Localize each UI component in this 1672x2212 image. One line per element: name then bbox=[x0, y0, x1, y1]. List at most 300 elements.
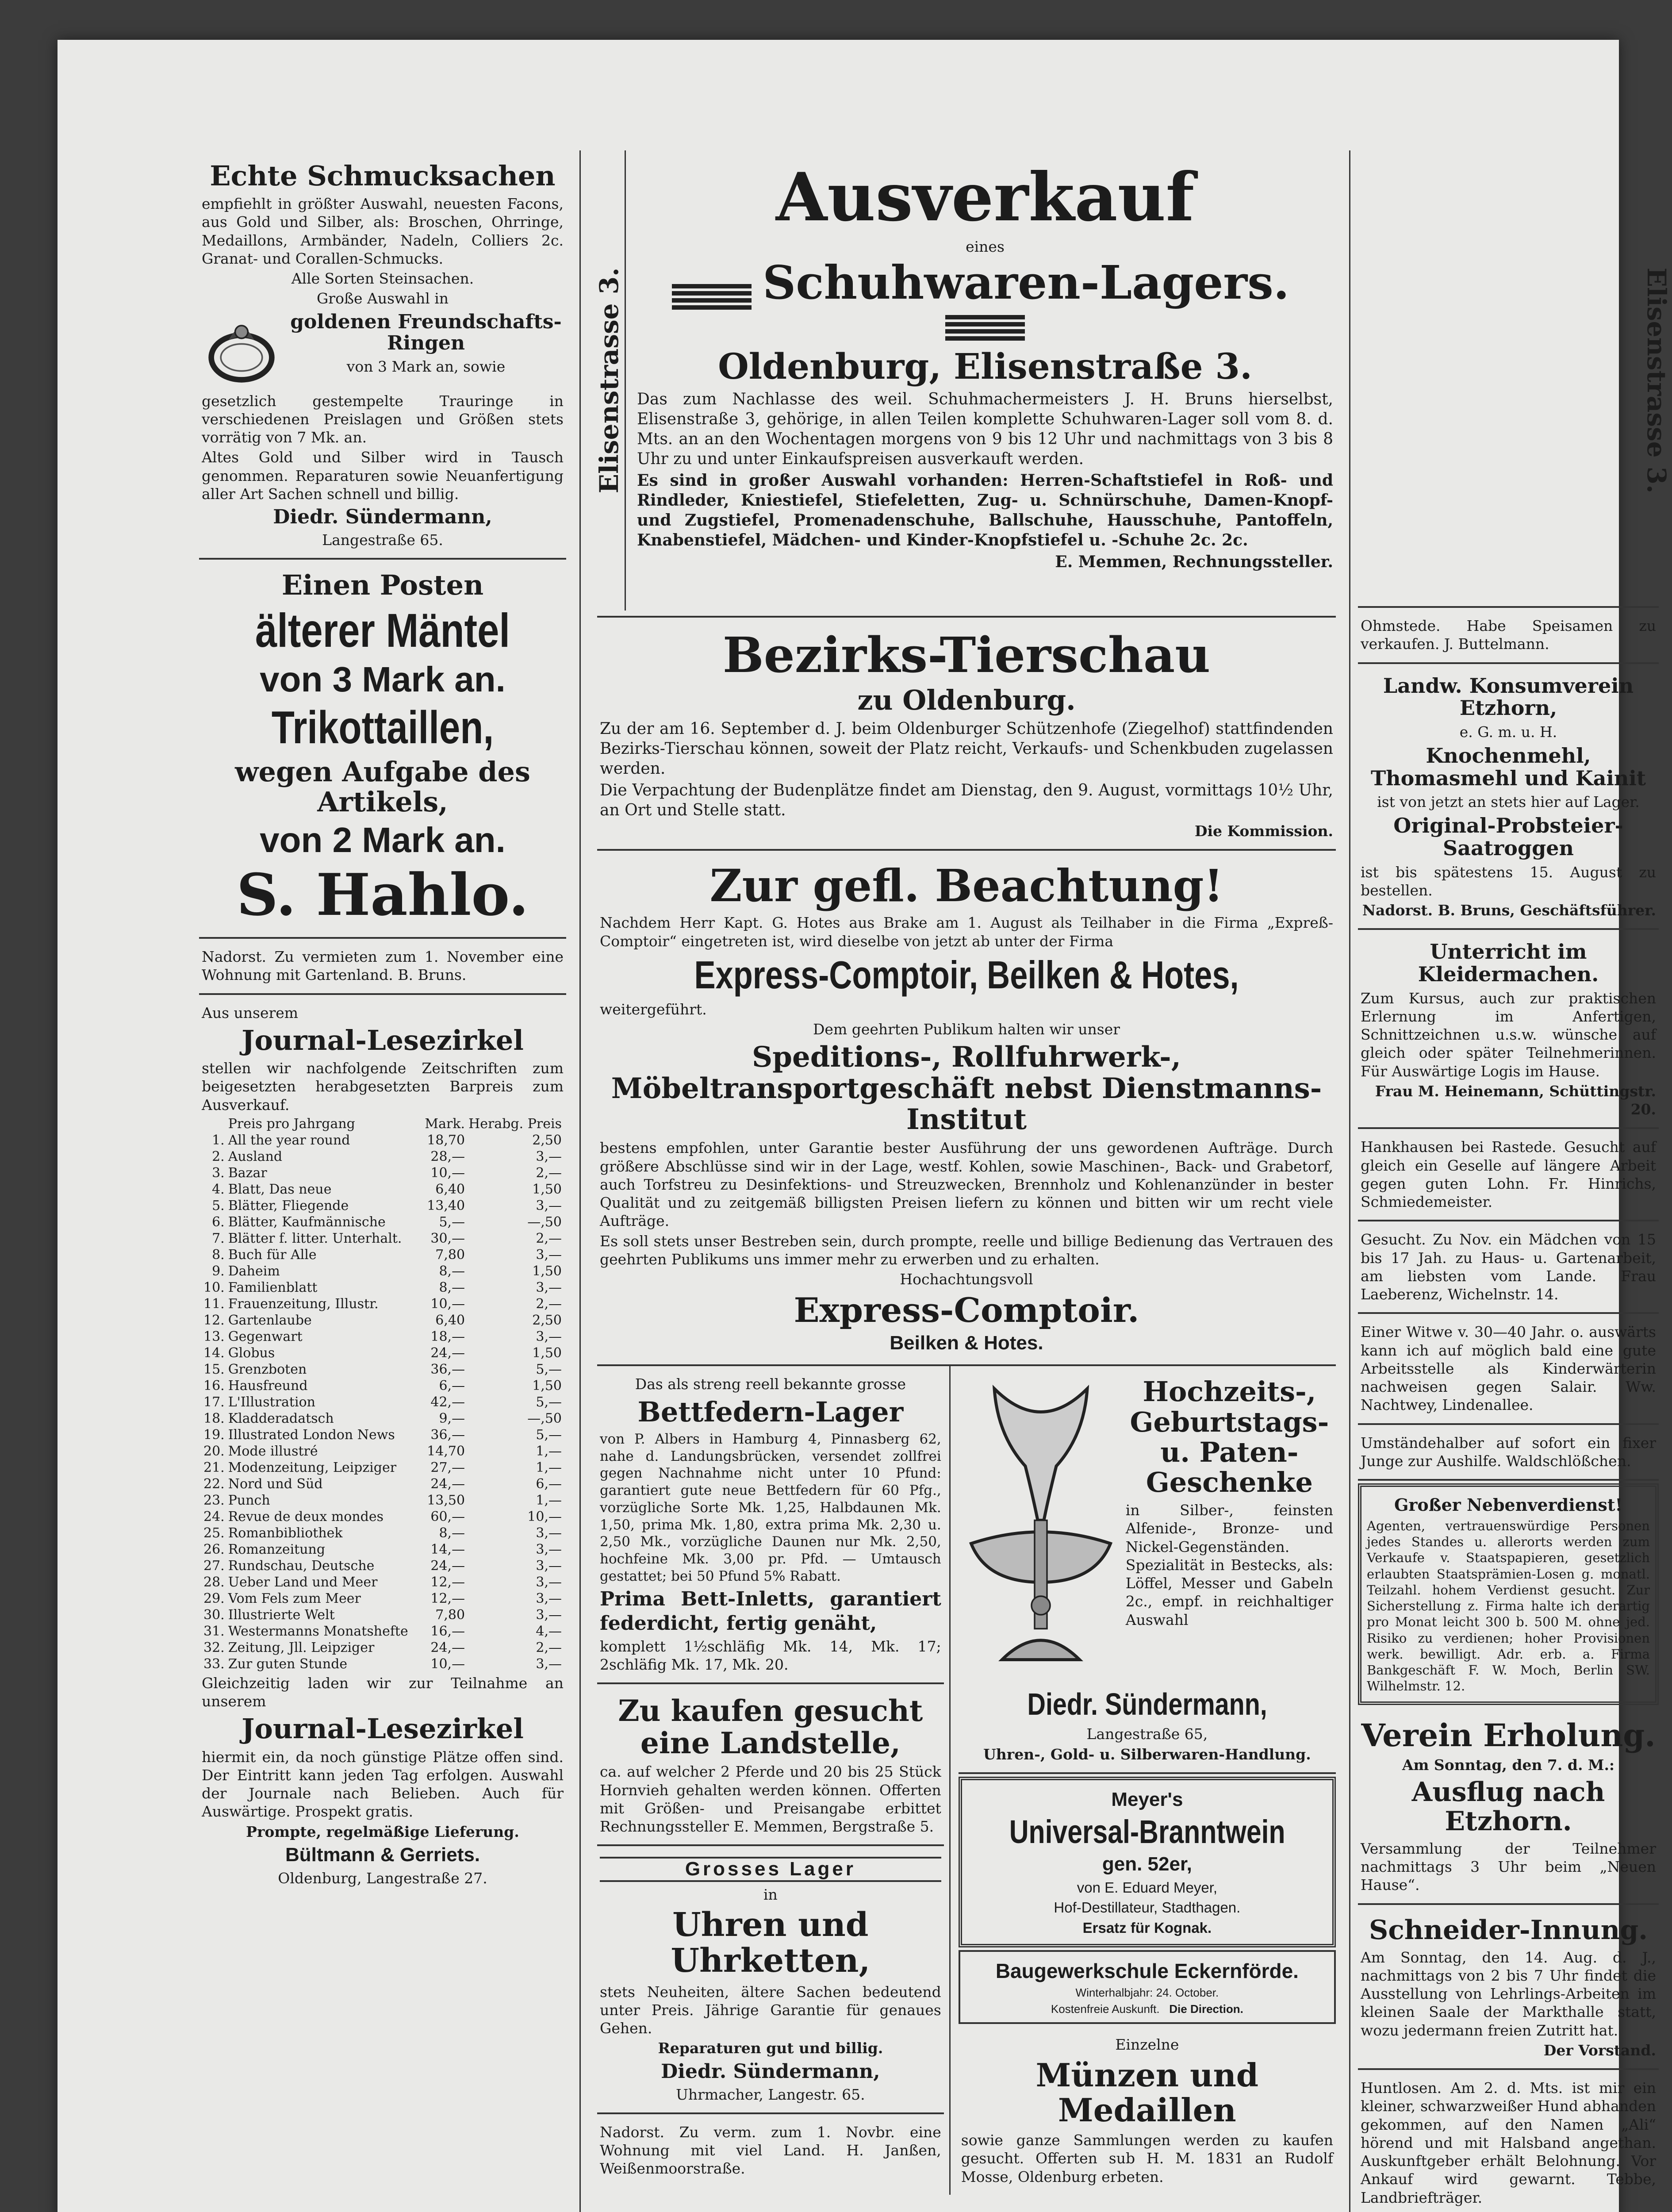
lower-right bbox=[959, 1366, 1336, 2194]
table-cell: 10,— bbox=[430, 1296, 465, 1312]
ad-title: Ausverkauf bbox=[775, 158, 1195, 236]
table-cell: 21. bbox=[203, 1459, 225, 1475]
table-cell: 2,— bbox=[536, 1296, 562, 1312]
column-divider bbox=[1349, 150, 1350, 2212]
table-cell: 36,— bbox=[430, 1361, 465, 1377]
ad-bettfedern bbox=[597, 1366, 944, 1684]
ad-subtitle: Speditions-, Rollfuhrwerk-, Möbeltransportgeschäft nebst Dienstmanns-Institut bbox=[611, 1041, 1322, 1137]
table-cell: 6. bbox=[212, 1214, 225, 1230]
table-cell: Vom Fels zum Meer bbox=[228, 1590, 361, 1606]
ad-muenzen bbox=[959, 2027, 1336, 2194]
ad-text: bestens empfohlen, unter Garantie bester Ausführung der uns gewordenen Aufträge. Durch größere Abschlüsse sind wir in der Lage, westf. Kohlen, sowie Maschinen-, Back- und Grabetorf, auch Torfstreu zu Desinfektions- und Streuzwecken, Brennholz und Kohlenanzünder in bester Qualität und zu zeitgemäß billigsten Preisen liefern zu können und bitten wir um recht viele Aufträge. bbox=[600, 1139, 1333, 1230]
lower-split bbox=[597, 1366, 1336, 2194]
table-cell: 7,80 bbox=[435, 1607, 465, 1623]
ring-icon bbox=[202, 310, 281, 389]
ad-title: Bezirks-Tierschau bbox=[722, 626, 1211, 684]
ad-title: Großer Nebenverdienst! bbox=[1394, 1495, 1623, 1515]
table-cell: 1,50 bbox=[532, 1181, 562, 1197]
right-column bbox=[1358, 150, 1672, 2212]
table-cell: 3,— bbox=[536, 1574, 562, 1590]
ad-signature: Diedr. Sündermann, bbox=[661, 2060, 880, 2083]
ad-text: wegen Aufgabe des Artikels, bbox=[235, 755, 530, 818]
table-row bbox=[202, 1443, 564, 1459]
ad-text: empfiehlt in größter Auswahl, neuesten Facons, aus Gold und Silber, als: Broschen, Ohrringe, Medaillons, Armbänder, Nadeln, Colliers 2c. Granat- und Corallen-Schmucks. bbox=[202, 195, 564, 267]
ad-signature: S. Hahlo. bbox=[236, 861, 529, 929]
ad-signature: Frau M. Heinemann, Schüttingstr. 20. bbox=[1375, 1082, 1656, 1118]
table-cell: Westermanns Monatshefte bbox=[228, 1623, 408, 1639]
table-cell: 42,— bbox=[430, 1394, 465, 1410]
ad-title: Verein Erholung. bbox=[1361, 1717, 1656, 1754]
table-cell: 6,40 bbox=[435, 1181, 465, 1197]
ad-title: Münzen und Medaillen bbox=[1035, 2056, 1259, 2129]
table-cell: 14. bbox=[203, 1345, 225, 1361]
table-cell: 6,— bbox=[536, 1476, 562, 1492]
table-cell: Gartenlaube bbox=[228, 1312, 312, 1328]
table-cell: 3,— bbox=[536, 1148, 562, 1164]
table-cell: 1,50 bbox=[532, 1378, 562, 1394]
table-row bbox=[202, 1541, 564, 1558]
ad-hund bbox=[1358, 2070, 1659, 2212]
ad-subtitle: Original-Probsteier-Saatroggen bbox=[1393, 814, 1623, 860]
ad-journal-lesezirkel bbox=[199, 995, 566, 1897]
ad-umstaende bbox=[1358, 1425, 1659, 1481]
table-cell: Modenzeitung, Leipziger bbox=[228, 1459, 397, 1475]
table-cell: 33. bbox=[203, 1656, 225, 1672]
table-cell: 1. bbox=[212, 1132, 225, 1148]
table-row bbox=[202, 1148, 564, 1165]
ad-title: Unterricht im Kleidermachen. bbox=[1418, 940, 1599, 986]
ad-firm: Express-Comptoir, Beilken & Hotes, bbox=[694, 952, 1239, 997]
ad-text: Hochachtungsvoll bbox=[900, 1271, 1033, 1288]
table-cell: 12,— bbox=[430, 1590, 465, 1606]
table-row bbox=[202, 1394, 564, 1410]
ad-subtitle-row bbox=[637, 257, 1333, 343]
ad-text: ist von jetzt an stets hier auf Lager. bbox=[1377, 793, 1640, 811]
ad-nadorst-janssen bbox=[597, 2114, 944, 2187]
table-row bbox=[202, 1345, 564, 1361]
table-cell: Familienblatt bbox=[228, 1279, 318, 1295]
ad-title: Zur gefl. Beachtung! bbox=[709, 860, 1223, 912]
table-cell: 3,— bbox=[536, 1329, 562, 1344]
ad-text: Zum Kursus, auch zur praktischen Erlernung im Anfertigen, Schnittzeichnen u.s.w. wünsche auf gleich oder später Teilnehmerinnen. Für Auswärtige Logis im Hause. bbox=[1361, 989, 1656, 1080]
table-row bbox=[202, 1312, 564, 1329]
table-cell: Gegenwart bbox=[228, 1329, 303, 1344]
ad-text: Nadorst. Zu vermieten zum 1. November eine Wohnung mit Gartenland. B. Bruns. bbox=[202, 948, 564, 984]
ad-signature: Diedr. Sündermann, bbox=[273, 506, 492, 529]
table-cell: 12. bbox=[203, 1312, 225, 1328]
table-cell: 3. bbox=[212, 1165, 225, 1181]
ad-text: Dem geehrten Publikum halten wir unser bbox=[813, 1020, 1120, 1038]
table-cell: 5. bbox=[212, 1198, 225, 1214]
table-cell: 4,— bbox=[536, 1623, 562, 1639]
table-cell: Daheim bbox=[228, 1263, 280, 1279]
ad-text: Reparaturen gut und billig. bbox=[658, 2039, 883, 2057]
ad-text: Umständehalber auf sofort ein fixer Junge zur Aushilfe. Waldschlößchen. bbox=[1361, 1434, 1656, 1470]
ad-text: stets Neuheiten, ältere Sachen bedeutend unter Preis. Jährige Garantie für genaues Gehen. bbox=[600, 1983, 941, 2037]
vase-icon bbox=[961, 1373, 1120, 1683]
table-cell: 3,— bbox=[536, 1279, 562, 1295]
ad-title: Trikottaillen, bbox=[271, 702, 494, 754]
table-cell: 24,— bbox=[430, 1558, 465, 1574]
table-cell: 13,40 bbox=[427, 1198, 465, 1214]
table-cell: 30,— bbox=[430, 1230, 465, 1246]
ad-beachtung bbox=[597, 851, 1336, 1366]
ad-ohmstede bbox=[1358, 606, 1659, 664]
table-cell: 18. bbox=[203, 1410, 225, 1426]
ad-title: älterer Mäntel bbox=[255, 603, 510, 657]
table-cell: 10. bbox=[203, 1279, 225, 1295]
table-cell: 24,— bbox=[430, 1345, 465, 1361]
table-cell: 3,— bbox=[536, 1198, 562, 1214]
ad-text: Einen Posten bbox=[281, 569, 484, 602]
ad-title: Landw. Konsumverein Etzhorn, bbox=[1383, 673, 1634, 720]
table-cell: 3,— bbox=[536, 1541, 562, 1557]
table-cell: 4. bbox=[212, 1181, 225, 1197]
table-cell: 2,50 bbox=[532, 1132, 562, 1148]
ad-gesucht bbox=[1358, 1221, 1659, 1314]
ad-text: Einer Witwe v. 30—40 Jahr. o. auswärts kann ich auf möglich bald eine gute Arbeitsstelle als Kinderwärterin nachweisen gegen Salair. Ww. Nachtwey, Lindenallee. bbox=[1361, 1323, 1656, 1414]
table-cell: 10,— bbox=[430, 1656, 465, 1672]
ad-text: Ohmstede. Habe Speisamen zu verkaufen. J. Buttelmann. bbox=[1361, 617, 1656, 653]
table-cell: —,50 bbox=[527, 1410, 562, 1426]
ad-text: Winterhalbjahr: 24. October. bbox=[1075, 1986, 1219, 2000]
table-cell: Grenzboten bbox=[228, 1361, 307, 1377]
table-cell: 14,70 bbox=[427, 1443, 465, 1459]
ad-text: Aus unserem bbox=[202, 1004, 299, 1022]
ad-text: Meyer's bbox=[1111, 1788, 1183, 1810]
table-cell: 3,— bbox=[536, 1558, 562, 1574]
ad-address: Langestraße 65. bbox=[322, 531, 443, 549]
ad-erholung bbox=[1358, 1708, 1659, 1905]
ad-pre: Grosses Lager bbox=[600, 1857, 941, 1882]
table-cell: Zur guten Stunde bbox=[228, 1656, 348, 1672]
header-left: Preis pro Jahrgang bbox=[228, 1116, 355, 1132]
table-cell: Nord und Süd bbox=[228, 1476, 323, 1492]
decorative-stripes bbox=[945, 312, 1025, 343]
column-divider bbox=[579, 150, 581, 2212]
table-cell: 2,50 bbox=[532, 1312, 562, 1328]
table-cell: 1,50 bbox=[532, 1345, 562, 1361]
ad-text: Prompte, regelmäßige Lieferung. bbox=[246, 1823, 519, 1840]
ad-text: komplett 1½schläfig Mk. 14, Mk. 17; 2schläfig Mk. 17, Mk. 20. bbox=[600, 1637, 941, 1673]
table-cell: 30. bbox=[203, 1607, 225, 1623]
center-column bbox=[594, 150, 1336, 2195]
ad-text: in bbox=[763, 1886, 778, 1903]
table-cell: Blätter f. litter. Unterhalt. bbox=[228, 1230, 402, 1246]
table-cell: Romanbibliothek bbox=[228, 1525, 343, 1541]
ad-place: Oldenburg, Elisenstraße 3. bbox=[718, 345, 1252, 387]
ad-schmucksachen bbox=[199, 150, 566, 560]
ad-signature: Bültmann & Gerriets. bbox=[285, 1843, 480, 1866]
table-row bbox=[202, 1279, 564, 1296]
table-cell: All the year round bbox=[228, 1132, 350, 1148]
ad-signature: Express-Comptoir. bbox=[794, 1290, 1139, 1330]
table-cell: 18,70 bbox=[427, 1132, 465, 1148]
ad-address: Oldenburg, Langestraße 27. bbox=[278, 1870, 487, 1887]
ad-text: Ersatz für Kognak. bbox=[1082, 1919, 1212, 1936]
ad-title: Schneider-Innung. bbox=[1369, 1914, 1648, 1946]
table-cell: 12,— bbox=[430, 1574, 465, 1590]
table-row bbox=[202, 1263, 564, 1279]
table-cell: 2,— bbox=[536, 1640, 562, 1655]
table-cell: 19. bbox=[203, 1427, 225, 1443]
ad-uhren bbox=[597, 1846, 944, 2114]
table-cell: 28,— bbox=[430, 1148, 465, 1164]
table-cell: 7. bbox=[212, 1230, 225, 1246]
ad-text: in Silber-, feinsten Alfenide-, Bronze- und Nickel-Gegenständen. Spezialität in Bestecks, als: Löffel, Messer und Gabeln 2c., empf. in reichhaltiger Auswahl bbox=[1125, 1502, 1333, 1628]
street-label-strip: Elisenstrasse 3. bbox=[594, 150, 626, 611]
table-row bbox=[202, 1574, 564, 1590]
table-cell: Ueber Land und Meer bbox=[228, 1574, 378, 1590]
table-cell: 5,— bbox=[536, 1394, 562, 1410]
table-cell: Illustrierte Welt bbox=[228, 1607, 335, 1623]
table-row bbox=[202, 1230, 564, 1247]
ad-subtitle: Knochenmehl, Thomasmehl und Kainit bbox=[1370, 743, 1646, 790]
table-cell: 9,— bbox=[439, 1410, 465, 1426]
ad-text: Gesucht. Zu Nov. ein Mädchen von 15 bis 17 Jah. zu Haus- u. Gartenarbeit, am liebsten vom Lande. Frau Laeberenz, Wichelnstr. 14. bbox=[1361, 1231, 1656, 1303]
table-cell: 18,— bbox=[430, 1329, 465, 1344]
ad-text: Es soll stets unser Bestreben sein, durch prompte, reelle und billige Bedienung das Vertrauen des geehrten Publikums uns immer mehr zu erwerben und zu erhalten. bbox=[600, 1232, 1333, 1268]
header-right: Herabg. Preis bbox=[468, 1116, 562, 1132]
table-cell: Rundschau, Deutsche bbox=[228, 1558, 375, 1574]
ad-nebenverdienst bbox=[1358, 1483, 1659, 1705]
ad-subtitle: goldenen Freundschafts-Ringen bbox=[290, 310, 562, 355]
table-row bbox=[202, 1623, 564, 1640]
ad-text: sowie ganze Sammlungen werden zu kaufen gesucht. Offerten sub H. M. 1831 an Rudolf Mosse, Oldenburg erbeten. bbox=[961, 2131, 1333, 2185]
ad-landstelle bbox=[597, 1684, 944, 1846]
ad-text: gesetzlich gestempelte Trauringe in verschiedenen Preislagen und Größen stets vorrätig von 7 Mk. an. bbox=[202, 392, 564, 446]
newspaper-page bbox=[58, 40, 1672, 2212]
ad-signature: Der Vorstand. bbox=[1543, 2041, 1656, 2059]
table-row bbox=[202, 1640, 564, 1656]
table-cell: 3,— bbox=[536, 1590, 562, 1606]
table-cell: Bazar bbox=[228, 1165, 267, 1181]
table-cell: 26. bbox=[203, 1541, 225, 1557]
ad-text: ca. auf welcher 2 Pferde und 20 bis 25 Stück Hornvieh gehalten werden können. Offerten mit Größen- und Preisangabe erbittet Rechnungssteller E. Memmen, Bergstraße 5. bbox=[600, 1763, 941, 1836]
table-cell: Revue de deux mondes bbox=[228, 1509, 384, 1525]
ad-text: Nadorst. Zu verm. zum 1. Novbr. eine Wohnung mit viel Land. H. Janßen, Weißenmoorstraße. bbox=[600, 2123, 941, 2177]
table-cell: Blätter, Kaufmännische bbox=[228, 1214, 386, 1230]
table-cell: 2,— bbox=[536, 1230, 562, 1246]
table-cell: 32. bbox=[203, 1640, 225, 1655]
table-cell: 24. bbox=[203, 1509, 225, 1525]
table-cell: 8,— bbox=[439, 1525, 465, 1541]
ad-title: Journal-Lesezirkel bbox=[242, 1713, 524, 1745]
table-cell: 16. bbox=[203, 1378, 225, 1394]
table-row bbox=[202, 1492, 564, 1509]
table-cell: 6,40 bbox=[435, 1312, 465, 1328]
table-cell: 1,— bbox=[536, 1459, 562, 1475]
table-cell: 31. bbox=[203, 1623, 225, 1639]
table-cell: Kladderadatsch bbox=[228, 1410, 334, 1426]
ad-text: von 3 Mark an. bbox=[260, 660, 506, 699]
price-table bbox=[202, 1116, 564, 1672]
table-cell: L'Illustration bbox=[228, 1394, 315, 1410]
table-cell: 5,— bbox=[536, 1427, 562, 1443]
table-cell: 7,80 bbox=[435, 1247, 465, 1263]
ad-title: Universal-Branntwein bbox=[1009, 1813, 1285, 1851]
ad-title: Hochzeits-, Geburtstags-u. Paten-Geschenke bbox=[1130, 1375, 1329, 1498]
table-row bbox=[202, 1476, 564, 1492]
ad-text: Altes Gold und Silber wird in Tausch genommen. Reparaturen sowie Neuanfertigung aller Art Sachen schnell und billig. bbox=[202, 449, 564, 503]
ad-baugewerkschule bbox=[959, 1950, 1336, 2024]
ad-subtitle: Ausflug nach Etzhorn. bbox=[1411, 1776, 1605, 1837]
table-row bbox=[202, 1296, 564, 1312]
table-cell: 2,— bbox=[536, 1165, 562, 1181]
ad-title: Baugewerkschule Eckernförde. bbox=[995, 1959, 1299, 1982]
table-cell: 5,— bbox=[439, 1214, 465, 1230]
table-cell: 10,— bbox=[527, 1509, 562, 1525]
table-cell: Ausland bbox=[228, 1148, 283, 1164]
page-content bbox=[199, 150, 1672, 2212]
table-cell: 1,— bbox=[536, 1492, 562, 1508]
table-cell: Romanzeitung bbox=[228, 1541, 326, 1557]
table-cell: —,50 bbox=[527, 1214, 562, 1230]
table-row bbox=[202, 1165, 564, 1181]
ad-tierschau bbox=[597, 618, 1336, 851]
table-cell: 3,— bbox=[536, 1247, 562, 1263]
ad-text: stellen wir nachfolgende Zeitschriften zum beigesetzten herabgesetzten Barpreis zum Ausverkauf. bbox=[202, 1060, 564, 1114]
table-row bbox=[202, 1132, 564, 1148]
ad-text: Versammlung der Teilnehmer nachmittags 3 Uhr beim „Neuen Hause“. bbox=[1361, 1839, 1656, 1894]
ad-signature: Beilken & Hotes. bbox=[890, 1332, 1043, 1354]
ad-text: e. G. m. u. H. bbox=[1459, 723, 1557, 741]
table-header bbox=[202, 1116, 564, 1132]
table-cell: 3,— bbox=[536, 1607, 562, 1623]
table-cell: 8,— bbox=[439, 1263, 465, 1279]
table-cell: Blätter, Fliegende bbox=[228, 1198, 349, 1214]
table-cell: 5,— bbox=[536, 1361, 562, 1377]
decorative-stripes bbox=[672, 281, 752, 312]
ad-subtitle: Schuhwaren-Lagers. bbox=[763, 255, 1289, 310]
ad-signature: E. Memmen, Rechnungssteller. bbox=[1055, 552, 1333, 571]
ad-text: von 3 Mark an, sowie bbox=[346, 358, 506, 376]
table-cell: 6,— bbox=[439, 1378, 465, 1394]
table-cell: 36,— bbox=[430, 1427, 465, 1443]
ad-text: Am Sonntag, den 7. d. M.: bbox=[1402, 1756, 1615, 1774]
table-row bbox=[202, 1427, 564, 1443]
table-row bbox=[202, 1607, 564, 1623]
table-row bbox=[202, 1459, 564, 1476]
table-row bbox=[202, 1198, 564, 1214]
table-cell: 2. bbox=[212, 1148, 225, 1164]
ad-nadorst-wohnung bbox=[199, 939, 566, 995]
ad-title: Echte Schmucksachen bbox=[210, 160, 556, 192]
ad-ausverkauf bbox=[594, 150, 1336, 618]
ad-signature: Nadorst. B. Bruns, Geschäftsführer. bbox=[1362, 902, 1656, 919]
ad-branntwein bbox=[959, 1777, 1336, 1947]
ad-text: von P. Albers in Hamburg 4, Pinnasberg 62, nahe d. Landungsbrücken, versendet zollfrei gegen Nachnahme nicht unter 10 Pfund: garantiert gute neue Bettfedern für 60 Pfg., vorzügliche Sorte Mk. 1,25, Halbdaunen Mk. 1,50, prima Mk. 1,80, extra prima Mk. 2,30 u. 2,50 Mk., vorzügliche Daunen nur Mk. 2,50, hochfeine Mk. 3,00 pr. Pfd. — Umtausch gestattet; bei 50 Pfund 5% Rabatt. bbox=[600, 1431, 941, 1584]
table-row bbox=[202, 1590, 564, 1607]
table-cell: 25. bbox=[203, 1525, 225, 1541]
table-cell: Frauenzeitung, Illustr. bbox=[228, 1296, 379, 1312]
table-cell: 8. bbox=[212, 1247, 225, 1263]
header-mark: Mark. bbox=[425, 1116, 465, 1132]
table-cell: 28. bbox=[203, 1574, 225, 1590]
ad-text: Einzelne bbox=[1115, 2036, 1179, 2054]
table-cell: 14,— bbox=[430, 1541, 465, 1557]
table-row bbox=[202, 1361, 564, 1378]
ad-address: Langestraße 65, bbox=[1086, 1725, 1208, 1743]
table-cell: 11. bbox=[203, 1296, 225, 1312]
ad-kleidermachen bbox=[1358, 930, 1659, 1129]
ad-schneider-innung bbox=[1358, 1905, 1659, 2070]
table-cell: 60,— bbox=[430, 1509, 465, 1525]
ad-text: Zu der am 16. September d. J. beim Oldenburger Schützenhofe (Ziegelhof) stattfindenden Bezirks-Tierschau können, soweit der Platz reicht, Verkaufs- und Schenkbuden zugelassen werden. bbox=[600, 720, 1333, 778]
table-cell: 13. bbox=[203, 1329, 225, 1344]
ad-title: Bettfedern-Lager bbox=[637, 1395, 904, 1428]
ad-text: von E. Eduard Meyer, bbox=[1077, 1879, 1218, 1896]
table-cell: Illustrated London News bbox=[228, 1427, 395, 1443]
table-row bbox=[202, 1509, 564, 1525]
table-cell: 29. bbox=[203, 1590, 225, 1606]
table-cell: 27,— bbox=[430, 1459, 465, 1475]
table-cell: 23. bbox=[203, 1492, 225, 1508]
ad-title: Journal-Lesezirkel bbox=[242, 1024, 524, 1056]
ad-subtitle: zu Oldenburg. bbox=[857, 684, 1076, 716]
table-cell: Globus bbox=[228, 1345, 275, 1361]
street-label-edge: Elisenstrasse 3. bbox=[1641, 267, 1672, 494]
table-row bbox=[202, 1214, 564, 1230]
table-row bbox=[202, 1247, 564, 1263]
table-cell: 9. bbox=[212, 1263, 225, 1279]
ad-text: Das zum Nachlasse des weil. Schuhmachermeisters J. H. Bruns hierselbst, Elisenstraße 3, gehörige, in allen Teilen komplette Schuhwaren-Lager soll vom 8. d. Mts. an an den Wochentagen morgens von 9 bis 12 Uhr und nachmittags von 3 bis 8 Uhr zu und unter Einkaufspreisen ausverkauft werden. bbox=[637, 390, 1333, 468]
table-cell: 13,50 bbox=[427, 1492, 465, 1508]
table-cell: Blatt, Das neue bbox=[228, 1181, 332, 1197]
table-cell: 16,— bbox=[430, 1623, 465, 1639]
ad-text: Kostenfreie Auskunft. Die Direction. bbox=[1051, 2002, 1243, 2016]
table-cell: 24,— bbox=[430, 1476, 465, 1492]
ad-text: von 2 Mark an. bbox=[260, 820, 506, 860]
ad-text: Nachdem Herr Kapt. G. Hotes aus Brake am 1. August als Teilhaber in die Firma „Expreß-Comptoir“ eingetreten ist, wird dieselbe von jetzt ab unter der Firma bbox=[600, 914, 1333, 950]
ad-hankhausen bbox=[1358, 1129, 1659, 1221]
ad-title: Uhren und Uhrketten, bbox=[671, 1905, 871, 1980]
table-cell: 3,— bbox=[536, 1656, 562, 1672]
table-cell: 8,— bbox=[439, 1279, 465, 1295]
table-cell: 3,— bbox=[536, 1525, 562, 1541]
ad-text: Das als streng reell bekannte grosse bbox=[635, 1375, 906, 1393]
table-cell: 15. bbox=[203, 1361, 225, 1377]
ad-title: Zu kaufen gesucht eine Landstelle, bbox=[618, 1694, 923, 1760]
ad-text: Es sind in großer Auswahl vorhanden: Herren-Schaftstiefel in Roß- und Rindleder, Kniestiefel, Stiefeletten, Zug- u. Schnürschuhe, Damen-Knopf- und Zugstiefel, Promenadenschuhe, Ballschuhe, Hausschuhe, Pantoffeln, Knabenstiefel, Mädchen- und Kinder-Knopfstiefel u. -Schuhe 2c. 2c. bbox=[637, 471, 1333, 549]
ad-text: Hof-Destillateur, Stadthagen. bbox=[1054, 1899, 1241, 1916]
table-cell: 10,— bbox=[430, 1165, 465, 1181]
lower-left bbox=[597, 1366, 951, 2194]
ad-text: Alle Sorten Steinsachen. bbox=[291, 270, 474, 288]
ad-text: Prima Bett-Inletts, garantiert federdicht, fertig genäht, bbox=[600, 1587, 941, 1635]
ad-signature: Die Kommission. bbox=[1194, 822, 1333, 840]
table-cell: 1,50 bbox=[532, 1263, 562, 1279]
ad-text: Am Sonntag, den 14. Aug. d. J., nachmittags von 2 bis 7 Uhr findet die Ausstellung von Lehrlings-Arbeiten im kleinen Saale der Markthalle statt, wozu jedermann freien Zutritt hat. bbox=[1361, 1948, 1656, 2039]
table-cell: Hausfreund bbox=[228, 1378, 308, 1394]
table-cell: Zeitung, Jll. Leipziger bbox=[228, 1640, 375, 1655]
ad-text: weitergeführt. bbox=[600, 1000, 707, 1018]
ad-text: eines bbox=[966, 238, 1005, 255]
table-cell: Mode illustré bbox=[228, 1443, 318, 1459]
ad-address: Uhren-, Gold- u. Silberwaren-Handlung. bbox=[983, 1745, 1311, 1763]
table-cell: 20. bbox=[203, 1443, 225, 1459]
table-row bbox=[202, 1329, 564, 1345]
table-cell: 24,— bbox=[430, 1640, 465, 1655]
ad-text: Die Verpachtung der Budenplätze findet am Dienstag, den 9. August, vormittags 10½ Uhr, an Ort und Stelle statt. bbox=[600, 781, 1333, 820]
table-row bbox=[202, 1656, 564, 1672]
ad-text: Huntlosen. Am 2. d. Mts. ist mir ein kleiner, schwarzweißer Hund abhanden gekommen, auf den Namen „Ali“ hörend und mit Halsband angethan. Auskunftgeber erhält Belohnung. Vor Ankauf wird gewarnt. Tebbe, Landbriefträger. bbox=[1361, 2079, 1656, 2206]
table-cell: Buch für Alle bbox=[228, 1247, 317, 1263]
ad-text: gen. 52er, bbox=[1102, 1853, 1192, 1875]
ad-text: ist bis spätestens 15. August zu bestellen. bbox=[1361, 863, 1656, 899]
ad-text: Hankhausen bei Rastede. Gesucht auf gleich ein Geselle auf längere Arbeit gegen guten Lohn. Fr. Hinrichs, Schmiedemeister. bbox=[1361, 1138, 1656, 1210]
table-cell: 27. bbox=[203, 1558, 225, 1574]
